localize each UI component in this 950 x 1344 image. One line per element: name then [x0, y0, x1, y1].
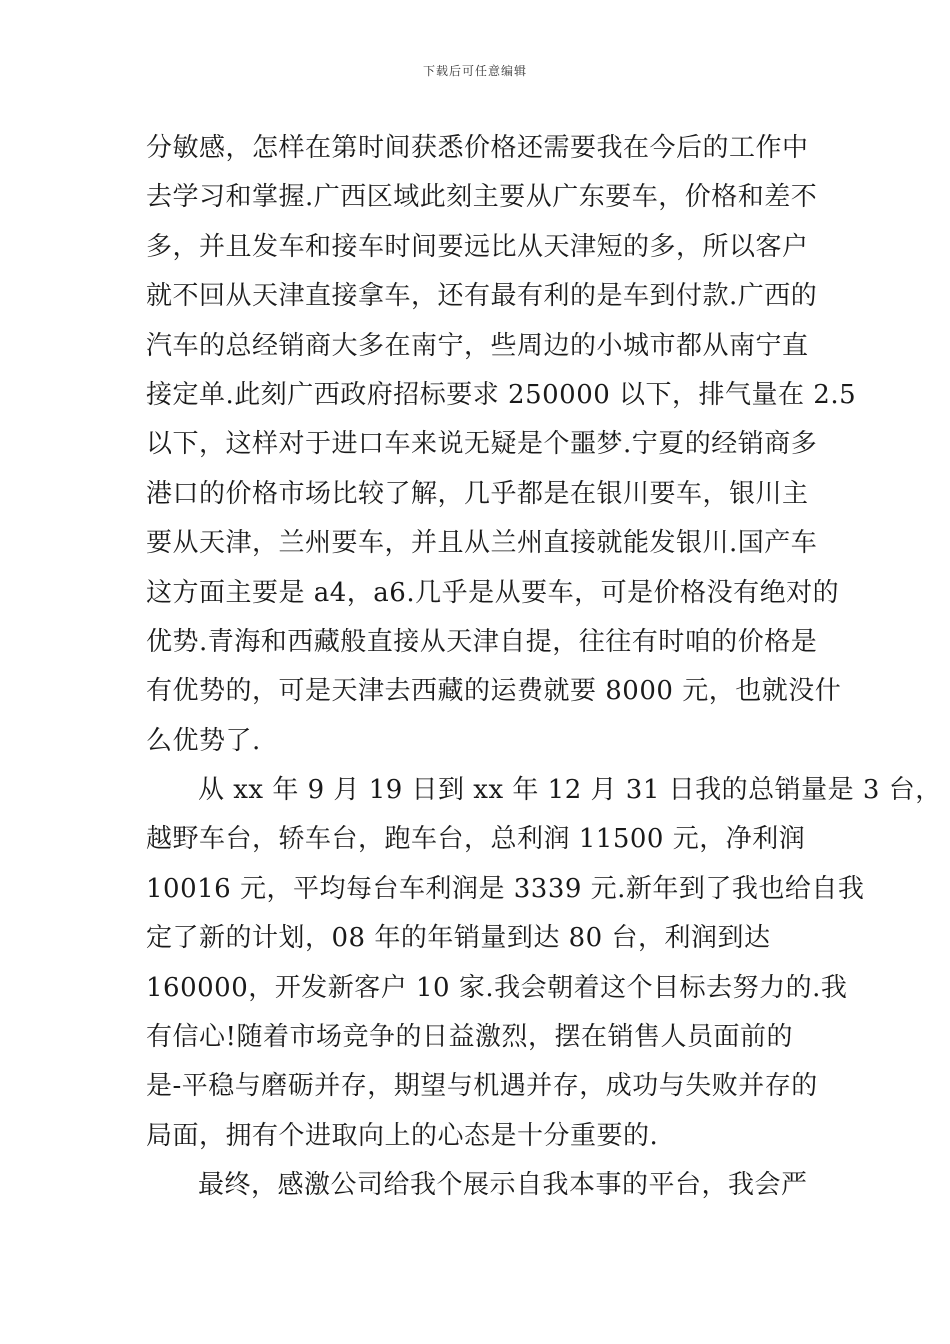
text-line: 定了新的计划，08 年的年销量到达 80 台，利润到达	[146, 923, 771, 954]
paragraph-first-line: 从 xx 年 9 月 19 日到 xx 年 12 月 31 日我的总销量是 3 台，	[198, 775, 942, 806]
text-line: 以下，这样对于进口车来说无疑是个噩梦.宁夏的经销商多	[146, 429, 818, 460]
header-note: 下载后可任意编辑	[422, 64, 527, 78]
text-line: 局面，拥有个进取向上的心态是十分重要的.	[146, 1120, 659, 1151]
text-line: 这方面主要是 a4，a6.几乎是从要车，可是价格没有绝对的	[146, 577, 840, 608]
text-line: 多，并且发车和接车时间要远比从天津短的多，所以客户	[146, 231, 809, 262]
text-line: 么优势了.	[146, 725, 261, 756]
text-line: 10016 元，平均每台车利润是 3339 元.新年到了我也给自我	[146, 873, 865, 904]
paragraph-first-line: 最终，感激公司给我个展示自我本事的平台，我会严	[198, 1170, 808, 1201]
text-line: 接定单.此刻广西政府招标要求 250000 以下，排气量在 2.5	[146, 379, 857, 410]
text-line: 要从天津，兰州要车，并且从兰州直接就能发银川.国产车	[146, 528, 818, 559]
text-line: 优势.青海和西藏般直接从天津自提，往往有时咱的价格是	[146, 626, 818, 657]
text-line: 越野车台，轿车台，跑车台，总利润 11500 元，净利润	[146, 824, 806, 855]
text-line: 去学习和掌握.广西区域此刻主要从广东要车，价格和差不	[146, 182, 818, 213]
text-line: 就不回从天津直接拿车，还有最有利的是车到付款.广西的	[146, 281, 818, 312]
text-line: 160000，开发新客户 10 家.我会朝着这个目标去努力的.我	[146, 972, 848, 1003]
document-body	[146, 124, 942, 1211]
text-line: 是-平稳与磨砺并存，期望与机遇并存，成功与失败并存的	[146, 1071, 818, 1102]
text-line: 分敏感，怎样在第时间获悉价格还需要我在今后的工作中	[146, 133, 809, 163]
text-line: 有优势的，可是天津去西藏的运费就要 8000 元，也就没什	[146, 676, 842, 707]
text-line: 汽车的总经销商大多在南宁，些周边的小城市都从南宁直	[146, 330, 809, 361]
text-line: 有信心!随着市场竞争的日益激烈，摆在销售人员面前的	[146, 1022, 793, 1053]
text-line: 港口的价格市场比较了解，几乎都是在银川要车，银川主	[146, 478, 809, 509]
